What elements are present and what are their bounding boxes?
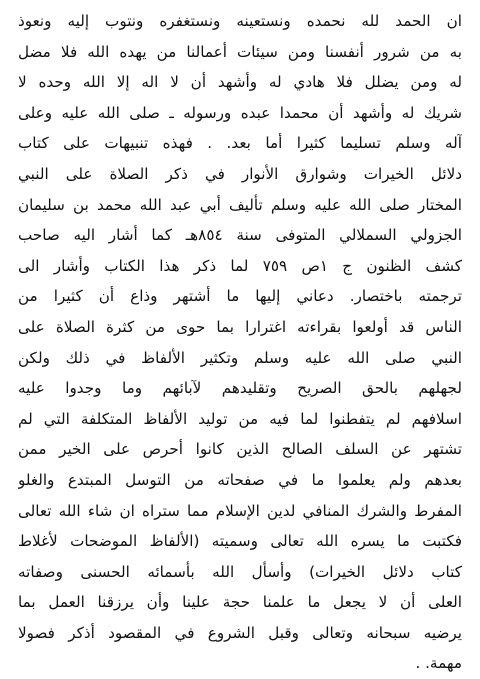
text-line: اسلافهم لم يتفطنوا لما فيه من توليد الألفاظ المتكلفة التي لم [18,409,462,428]
arabic-text-block [18,6,462,679]
text-line: آله وسلم تسليما كثيرا أما بعد. . فهذه تنبيهات على كتاب [18,134,462,153]
text-line: العلى أن لا يجعل ما علمنا حجة علينا وأن يرزقنا العمل بما [18,593,462,612]
text-line: الجزولي السملالي المتوفى سنة ٨٥٤هـ كما أشار اليه صاحب [18,226,462,245]
text-line: ان الحمد لله نحمده ونستعينه ونستغفره ونتوب إليه ونعوذ [18,12,462,30]
text-line: كتاب دلائل الخيرات) وأسأل الله بأسمائه الحسنى وصفاته [18,562,462,581]
text-line: الناس قد أولعوا بقراءته اغترارا بما حوى من كثرة الصلاة على [18,317,462,336]
text-line: شريك له وأشهد أن محمدا عبده ورسوله ـ صلى الله عليه وعلى [18,103,462,122]
text-line-final: مهمة. . [415,654,462,673]
text-line: به من شرور أنفسنا ومن سيئات أعمالنا من يهده الله فلا مضل [18,42,462,61]
text-line: المفرط والشرك المنافي لدين الإسلام مما ستراه ان شاء الله تعالى [18,501,462,520]
text-line: فكتبت ما يسره الله تعالى وسميته (الألفاظ الموضحات لأغلاط [18,532,462,551]
text-line: يرضيه سبحانه وتعالى وقبل الشروع في المقصود أذكر فصولا [18,623,462,642]
text-line: تشتهر عن السلف الصالح الذين كانوا أحرص على الخير ممن [18,440,462,459]
text-line: له ومن يضلل فلا هادي له وأشهد أن لا اله إلا الله وحده لا [18,73,462,92]
text-line: دلائل الخيرات وشوارق الأنوار في ذكر الصلاة على النبي [18,164,462,183]
text-line: المختار صلى الله عليه وسلم تأليف أبي عبد الله محمد بن سليمان [18,195,462,214]
text-line: كشف الظنون ج ١ص ٧٥٩ لما ذكر هذا الكتاب وأشار الى [18,256,462,275]
text-line: ترجمته باختصار. دعاني إليها ما أشتهر وذاع أن كثيرا من [18,287,462,306]
text-line: بعدهم ولم يعلموا ما في صفحاته من التوسل المبتدع والغلو [18,470,462,489]
text-line: النبي صلى الله عليه وسلم وتكثير الألفاظ في ذلك ولكن [18,348,462,367]
text-line: لجهلهم بالحق الصريح وتقليدهم لآبائهم وما وجدوا عليه [18,379,462,398]
